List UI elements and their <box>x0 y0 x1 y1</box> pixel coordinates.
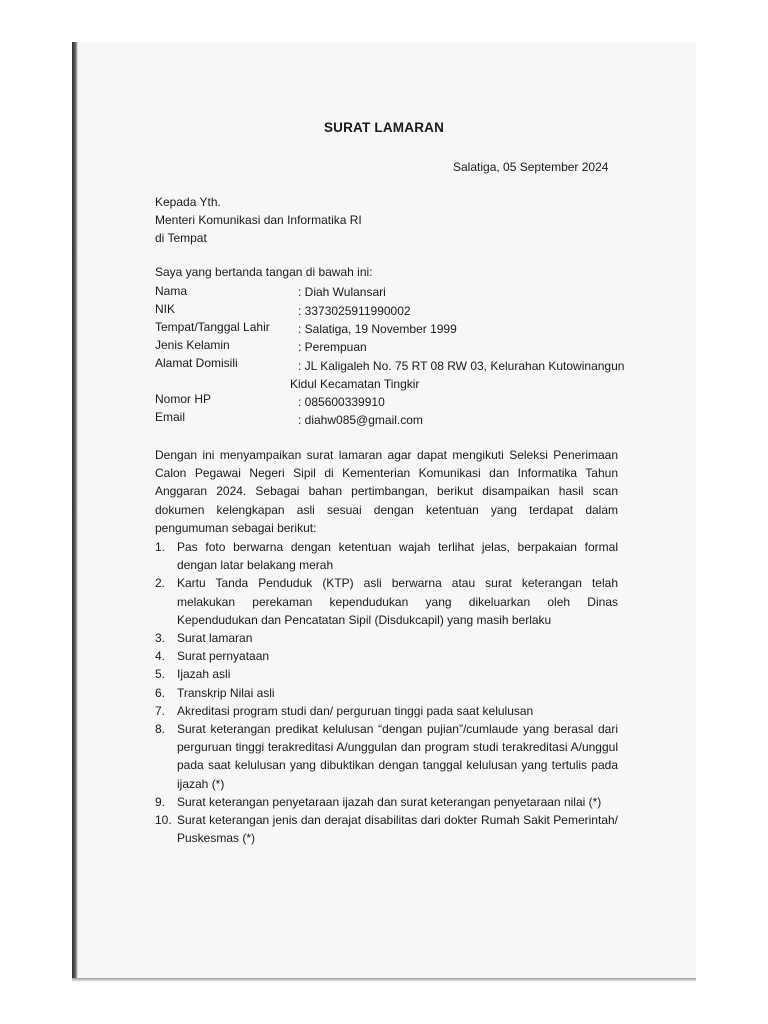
list-item <box>155 811 618 847</box>
list-item <box>155 684 618 702</box>
letter-date: Salatiga, 05 September 2024 <box>453 160 609 174</box>
field-label-alamat: Alamat Domisili <box>155 356 238 370</box>
field-value-ttl: : Salatiga, 19 November 1999 <box>298 322 457 336</box>
list-item-text: Pas foto berwarna dengan ketentuan wajah terlihat jelas, berpakaian formal dengan latar belakang merah <box>177 540 618 573</box>
field-value-alamat: : JL Kaligaleh No. 75 RT 08 RW 03, Kelurahan Kutowinangun <box>298 359 625 373</box>
field-label-jenis-kelamin: Jenis Kelamin <box>155 338 230 352</box>
list-item <box>155 629 618 647</box>
list-item-text: Surat keterangan jenis dan derajat disabilitas dari dokter Rumah Sakit Pemerintah/ Puskesmas (*) <box>177 813 618 846</box>
list-item <box>155 538 618 574</box>
field-value-nik: : 3373025911990002 <box>298 304 411 318</box>
list-number: 5. <box>155 667 166 682</box>
list-item <box>155 574 618 629</box>
recipient-block <box>155 193 362 247</box>
list-item <box>155 665 618 683</box>
list-item <box>155 702 618 720</box>
list-item <box>155 647 618 665</box>
list-number: 8. <box>155 722 166 737</box>
list-number: 3. <box>155 631 166 646</box>
list-number: 10. <box>155 813 172 828</box>
field-value-nama: : Diah Wulansari <box>298 285 386 299</box>
recipient-line: di Tempat <box>155 231 207 245</box>
list-number: 9. <box>155 794 166 809</box>
field-value-email: : diahw085@gmail.com <box>298 413 423 427</box>
list-number: 4. <box>155 649 166 664</box>
list-item-text: Surat keterangan predikat kelulusan “dengan pujian”/cumlaude yang berasal dari perguruan tinggi terakreditasi A/unggulan dan program studi terakreditasi A/unggul pada saat kelulusan yang dibuktikan dengan tanggal kelulusan yang tertulis pada ijazah (*) <box>177 722 618 791</box>
list-number: 7. <box>155 703 166 718</box>
list-item-text: Surat lamaran <box>177 631 253 646</box>
field-label-nomor-hp: Nomor HP <box>155 392 212 406</box>
field-label-nik: NIK <box>155 302 176 316</box>
recipient-line: Menteri Komunikasi dan Informatika RI <box>155 213 362 227</box>
requirements-list <box>155 538 618 847</box>
recipient-line: Kepada Yth. <box>155 195 221 209</box>
field-label-ttl: Tempat/Tanggal Lahir <box>155 320 270 334</box>
list-item <box>155 793 618 811</box>
list-item-text: Kartu Tanda Penduduk (KTP) asli berwarna atau surat keterangan telah melakukan perekaman kependudukan yang dikeluarkan oleh Dinas Kependudukan dan Pencatatan Sipil (Disdukcapil) yang masih berlaku <box>177 576 618 627</box>
list-item-text: Akreditasi program studi dan/ perguruan tinggi pada saat kelulusan <box>177 703 534 718</box>
list-number: 2. <box>155 576 166 591</box>
list-number: 1. <box>155 540 166 554</box>
field-value-jenis-kelamin: : Perempuan <box>298 340 367 354</box>
paper-left-edge-shadow <box>72 42 78 982</box>
field-value-nomor-hp: : 085600339910 <box>298 395 385 409</box>
letter-title: SURAT LAMARAN <box>323 120 445 135</box>
paper-bottom-edge-shadow <box>72 978 696 982</box>
field-label-nama: Nama <box>155 284 188 298</box>
list-item-text: Surat keterangan penyetaraan ijazah dan surat keterangan penyetaraan nilai (*) <box>177 794 602 809</box>
field-label-email: Email <box>155 410 186 424</box>
intro-text: Saya yang bertanda tangan di bawah ini: <box>155 265 373 279</box>
list-item-text: Surat pernyataan <box>177 649 270 664</box>
list-number: 6. <box>155 685 166 700</box>
field-value-alamat-cont: Kidul Kecamatan Tingkir <box>290 377 420 391</box>
body-paragraph: Dengan ini menyampaikan surat lamaran agar dapat mengikuti Seleksi Penerimaan Calon Pegawai Negeri Sipil di Kementerian Komunikasi dan Informatika Tahun Anggaran 2024. Sebagai bahan pertimbangan, berikut disampaikan hasil scan dokumen kelengkapan asli sesuai dengan ketentuan yang terdapat dalam pengumuman sebagai berikut: <box>155 448 618 535</box>
list-item-text: Transkrip Nilai asli <box>177 685 275 700</box>
list-item-text: Ijazah asli <box>177 667 231 682</box>
list-item <box>155 720 618 793</box>
